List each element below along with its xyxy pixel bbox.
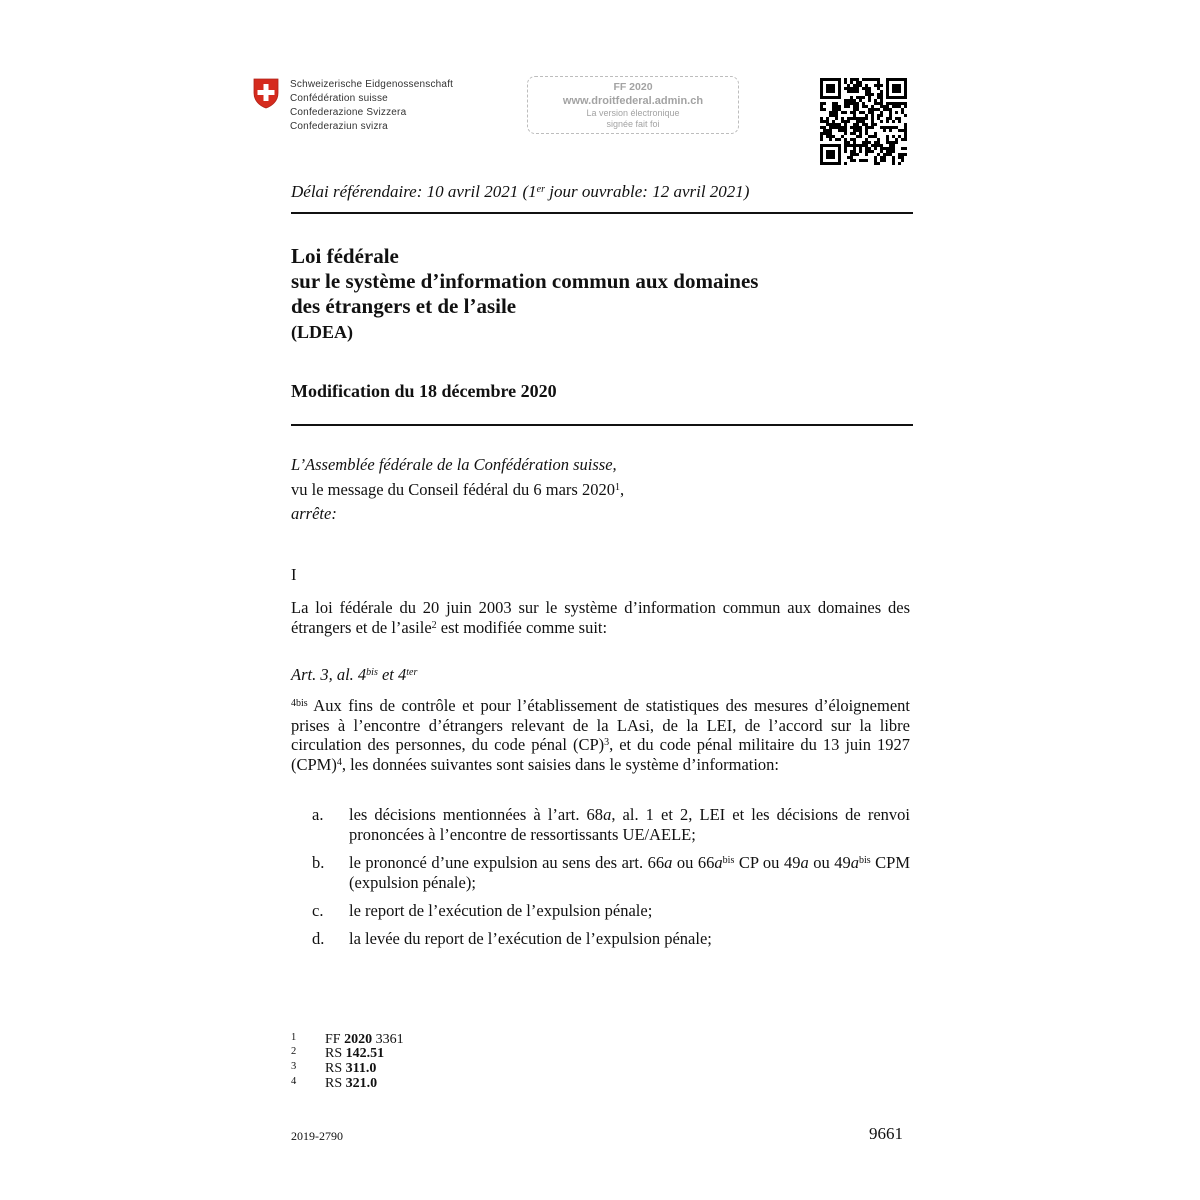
- list-text-b-sup-1: bis: [722, 855, 735, 866]
- list-text-a-2: , al. 1 et 2, LEI et les décisions de renvoi prononcées à l’encontre de ressortissants UE/AELE;: [349, 805, 911, 844]
- law-title: [291, 244, 758, 319]
- document-number: 2019-2790: [291, 1129, 343, 1143]
- list-text-b-sup-2: bis: [858, 855, 871, 866]
- footnote-text: [325, 1062, 376, 1075]
- article-paragraph: [291, 696, 910, 774]
- list-text-b: [349, 853, 910, 892]
- intro-paragraph: [291, 598, 910, 637]
- paragraph-text-3: , les données suivantes sont saisies dans le système d’information:: [341, 754, 780, 774]
- qr-code-icon: [820, 78, 907, 165]
- footnote-ref-2: 2: [431, 619, 437, 631]
- stamp-ff-ref: FF 2020: [613, 81, 653, 93]
- confederation-line-it: Confederazione Svizzera: [290, 107, 407, 118]
- referendum-prefix: Délai référendaire: 10 avril 2021 (1: [291, 182, 537, 201]
- list-letter-d: d.: [312, 929, 325, 948]
- list-text-b-1: le prononcé d’une expulsion au sens des art. 66: [349, 853, 665, 872]
- list-text-b-5: CPM (expulsion pénale);: [349, 853, 911, 892]
- list-text-d: la levée du report de l’exécution de l’expulsion pénale;: [349, 929, 712, 948]
- footnote-bold: 321.0: [345, 1076, 378, 1091]
- intro-text-end: est modifiée comme suit:: [436, 617, 608, 637]
- footnote-number: 4: [291, 1076, 297, 1087]
- list-text-b-4: ou 49: [808, 853, 851, 872]
- footnote-bold: 311.0: [345, 1061, 377, 1076]
- article-mid: et 4: [377, 665, 407, 684]
- official-version-stamp: [527, 76, 739, 134]
- footnote-bold: 142.51: [345, 1046, 385, 1061]
- list-text-c: le report de l’exécution de l’expulsion pénale;: [349, 901, 653, 920]
- list-text-a-1: les décisions mentionnées à l’art. 68: [349, 805, 604, 824]
- stamp-note-1: La version électronique: [586, 108, 680, 118]
- footnote-text: [325, 1033, 404, 1046]
- footnote-ref-1: 1: [614, 481, 620, 493]
- referendum-suffix: jour ouvrable: 12 avril 2021): [545, 182, 750, 201]
- preamble-decree: arrête:: [291, 504, 337, 523]
- list-text-b-2: ou 66: [672, 853, 715, 872]
- article-head: Art. 3, al. 4: [291, 665, 367, 684]
- preamble-message-text: vu le message du Conseil fédéral du 6 mars 2020: [291, 479, 615, 499]
- article-sup-ter: ter: [406, 667, 418, 678]
- list-text-a-ital: a: [603, 805, 612, 824]
- section-number: I: [291, 565, 297, 584]
- list-item-d: [312, 929, 910, 949]
- footnote-number: 2: [291, 1046, 297, 1057]
- title-line-3: des étrangers et de l’asile: [291, 294, 517, 318]
- footnote-text: [325, 1047, 384, 1060]
- footnote-bold: 2020: [344, 1032, 373, 1047]
- confederation-line-rm: Confederaziun svizra: [290, 121, 388, 132]
- confederation-line-de: Schweizerische Eidgenossenschaft: [290, 79, 454, 90]
- title-line-1: Loi fédérale: [291, 244, 399, 268]
- footnote-suffix: 3361: [372, 1032, 404, 1047]
- intro-text: La loi fédérale du 20 juin 2003 sur le système d’information commun aux domaines des étrangers et de l’asile: [291, 598, 910, 637]
- footnote-number: 1: [291, 1032, 297, 1043]
- list-text-b-ital-3: a: [800, 853, 809, 872]
- list-item-c: [312, 901, 910, 921]
- referendum-sup: er: [536, 184, 546, 195]
- list-text-b-ital-4: a: [850, 853, 859, 872]
- page-number: 9661: [869, 1124, 903, 1143]
- modification-date: Modification du 18 décembre 2020: [291, 381, 557, 401]
- preamble-assembly: L’Assemblée fédérale de la Confédération suisse,: [291, 455, 617, 474]
- list-text-b-ital-1: a: [664, 853, 673, 872]
- footnote-prefix: RS: [325, 1076, 346, 1091]
- law-abbreviation: (LDEA): [291, 322, 353, 342]
- list-item-a: [312, 805, 910, 844]
- referendum-deadline: [291, 182, 749, 202]
- footnote-prefix: RS: [325, 1046, 346, 1061]
- preamble-message: [291, 478, 624, 503]
- paragraph-text-2: , et du code pénal militaire du 13 juin 1927 (CPM): [291, 735, 910, 774]
- stamp-note-2: signée fait foi: [606, 119, 660, 129]
- list-text-a: [349, 805, 910, 844]
- footnote-ref-4: 4: [336, 756, 342, 768]
- list-text-b-3: CP ou 49: [734, 853, 801, 872]
- paragraph-text-1: Aux fins de contrôle et pour l’établissement de statistiques des mesures d’éloignement prises à l’encontre d’étrangers relevant de la LAsi, de la LEI, de l’accord sur la libre circulation des personnes, du code pénal (CP): [291, 696, 910, 754]
- footnote-number: 3: [291, 1061, 297, 1072]
- footnote-ref-3: 3: [604, 737, 610, 748]
- list-letter-c: c.: [312, 901, 324, 920]
- swiss-cross-emblem-icon: [253, 78, 279, 109]
- confederation-names: [290, 78, 453, 134]
- confederation-line-fr: Confédération suisse: [290, 93, 388, 104]
- paragraph-number: 4bis: [291, 698, 308, 709]
- stamp-website: www.droitfederal.admin.ch: [562, 95, 704, 107]
- list-letter-b: b.: [312, 853, 325, 872]
- footnote-prefix: RS: [325, 1061, 346, 1076]
- top-divider: [291, 212, 913, 214]
- list-item-b: [312, 853, 910, 892]
- article-sup-bis: bis: [366, 667, 378, 678]
- list-letter-a: a.: [312, 805, 324, 824]
- title-divider: [291, 424, 913, 426]
- preamble-message-end: ,: [619, 479, 625, 499]
- article-heading: [291, 665, 417, 685]
- title-line-2: sur le système d’information commun aux domaines: [291, 269, 759, 293]
- footnote-text: [325, 1077, 377, 1090]
- preamble: [291, 453, 624, 527]
- footnote-prefix: FF: [325, 1032, 345, 1047]
- list-text-b-ital-2: a: [714, 853, 723, 872]
